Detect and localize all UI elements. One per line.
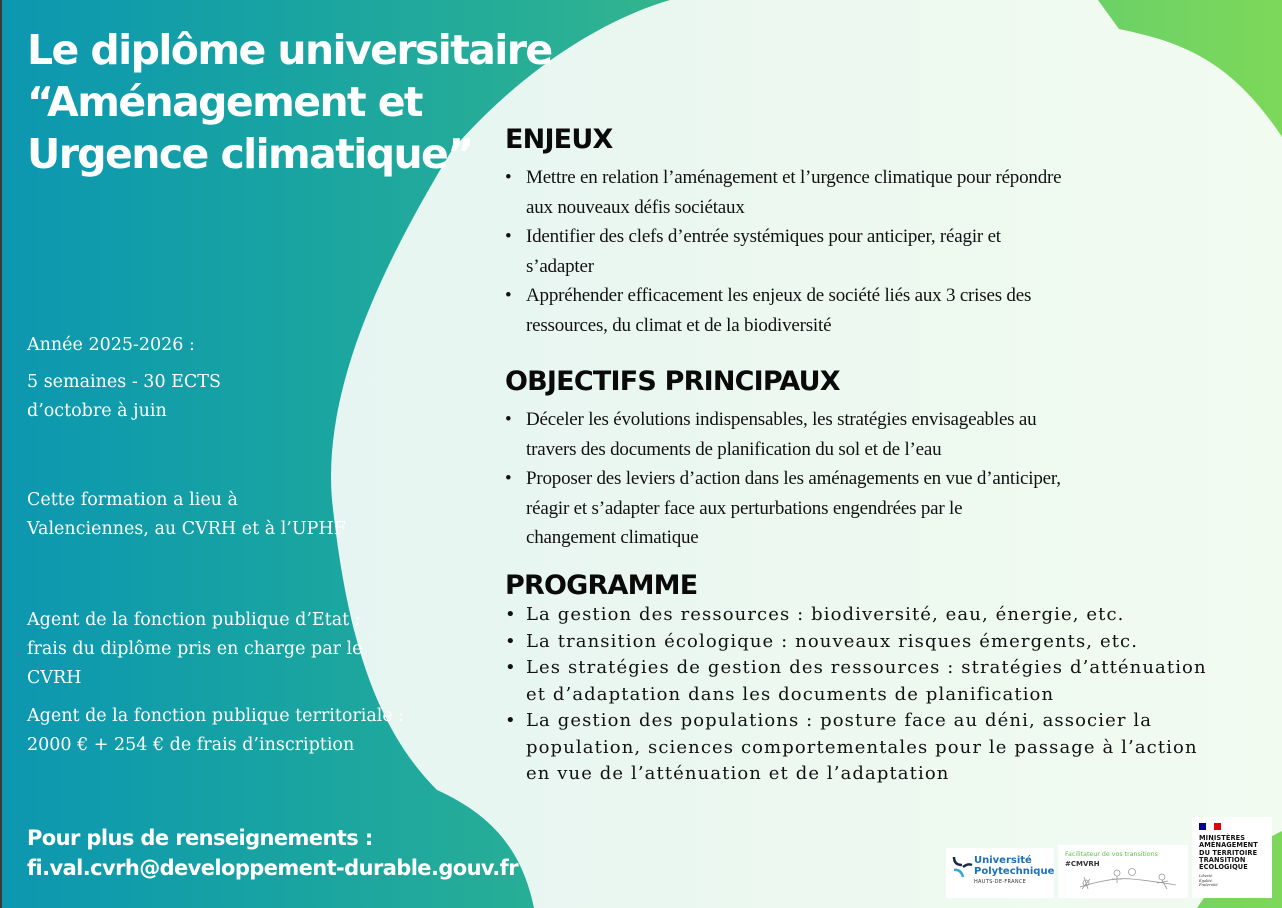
section-heading: ENJEUX [505, 124, 613, 155]
period: d’octobre à juin [27, 401, 167, 421]
section-programme [505, 570, 1207, 788]
list-item [505, 222, 1061, 281]
cmvrh-hashtag: #CMVRH [1065, 860, 1100, 868]
cmvrh-tagline: Facilitateur de vos transitions [1065, 851, 1158, 858]
state-agent-line: frais du diplôme pris en charge par le [27, 639, 363, 659]
duration: 5 semaines - 30 ECTS [27, 372, 221, 392]
cmvrh-logo [1058, 845, 1188, 898]
list-item-line: en vue de l’atténuation et de l’adaptation [526, 763, 950, 784]
list-item [505, 405, 1061, 464]
location-line: Valenciennes, au CVRH et à l’UPHF [27, 519, 346, 539]
section-enjeux [505, 124, 1061, 340]
french-flag-icon [1199, 823, 1221, 830]
uphf-name-line: Université [974, 855, 1032, 866]
list-item [505, 163, 1061, 222]
list-item-line: • Les stratégies de gestion des ressources : stratégies d’atténuation [526, 657, 1207, 678]
ministere-line: AMÉNAGEMENT [1199, 841, 1258, 850]
location-info [27, 486, 346, 544]
list-item-line: • Proposer des leviers d’action dans les aménagements en vue d’anticiper, [526, 468, 1061, 489]
list-item [505, 464, 1061, 553]
flag-stripe-red [1214, 823, 1221, 830]
title-line: “Aménagement et [27, 78, 422, 126]
ministere-name [1199, 835, 1272, 871]
list-item-line: changement climatique [526, 527, 699, 548]
list-item-line: • La transition écologique : nouveaux risques émergents, etc. [526, 630, 1139, 652]
motto-line: Égalité [1199, 878, 1212, 883]
list-item-line: • Identifier des clefs d’entrée systémiques pour anticiper, réagir et [526, 226, 1001, 247]
territorial-agent-line: Agent de la fonction publique territoriale : [27, 706, 405, 726]
list-item-line: • Appréhender efficacement les enjeux de société liés aux 3 crises des [526, 285, 1032, 306]
objectifs-list [505, 405, 1061, 553]
ministere-line: DU TERRITOIRE [1199, 848, 1258, 857]
ministere-line: MINISTÈRES [1199, 834, 1246, 842]
list-item [505, 708, 1207, 788]
fees-info [27, 606, 404, 760]
republic-motto [1199, 874, 1272, 887]
motto-line: Fraternité [1199, 882, 1218, 887]
list-item-line: population, sciences comportementales pour le passage à l’action [526, 736, 1198, 758]
schedule-info [27, 331, 221, 426]
contact-block [27, 823, 518, 883]
flag-stripe-white [1206, 823, 1213, 830]
list-item [505, 281, 1061, 340]
section-heading: OBJECTIFS PRINCIPAUX [505, 366, 840, 397]
list-item [505, 655, 1207, 708]
location-line: Cette formation a lieu à [27, 490, 238, 510]
list-item-line: • La gestion des populations : posture face au déni, associer la [526, 710, 1153, 731]
uphf-name [974, 855, 1054, 877]
list-item-line: s’adapter [526, 255, 594, 277]
uphf-logo [946, 848, 1054, 898]
territorial-agent-line: 2000 € + 254 € de frais d’inscription [27, 735, 355, 755]
state-agent-line: CVRH [27, 668, 82, 688]
list-item-line: aux nouveaux défis sociétaux [526, 196, 745, 218]
ministere-line: TRANSITION [1199, 855, 1246, 864]
motto-line: Liberté [1199, 874, 1213, 879]
cmvrh-figures-icon [1072, 867, 1182, 893]
uphf-name-line: Polytechnique [974, 866, 1055, 877]
enjeux-list [505, 163, 1061, 340]
contact-label: Pour plus de renseignements : [27, 826, 373, 850]
list-item-line: • Déceler les évolutions indispensables, les stratégies envisageables au [526, 409, 1037, 430]
section-objectifs [505, 366, 1061, 553]
ministere-logo [1192, 817, 1272, 898]
list-item-line: réagir et s’adapter face aux perturbations engendrées par le [526, 497, 963, 519]
year-label: Année 2025-2026 : [27, 335, 195, 355]
contact-email[interactable]: fi.val.cvrh@developpement-durable.gouv.fr [27, 856, 518, 880]
ministere-line: ÉCOLOGIQUE [1199, 863, 1248, 872]
list-item-line: • Mettre en relation l’aménagement et l’urgence climatique pour répondre [526, 167, 1062, 188]
list-item [505, 629, 1207, 656]
programme-list [505, 602, 1207, 788]
list-item-line: • La gestion des ressources : biodiversité, eau, énergie, etc. [526, 604, 1125, 625]
state-agent-line: Agent de la fonction publique d’Etat : [27, 610, 361, 630]
list-item-line: travers des documents de planification du sol et de l’eau [526, 438, 942, 460]
list-item-line: ressources, du climat et de la biodiversité [526, 314, 832, 336]
list-item-line: et d’adaptation dans les documents de planification [526, 683, 1055, 705]
flag-stripe-blue [1199, 823, 1206, 830]
uphf-region: HAUTS-DE-FRANCE [974, 879, 1027, 885]
page-title [27, 24, 552, 180]
title-line: Urgence climatique” [27, 130, 473, 178]
uphf-symbol-icon [951, 855, 973, 881]
title-line: Le diplôme universitaire [27, 26, 552, 74]
list-item [505, 602, 1207, 629]
section-heading: PROGRAMME [505, 570, 698, 601]
